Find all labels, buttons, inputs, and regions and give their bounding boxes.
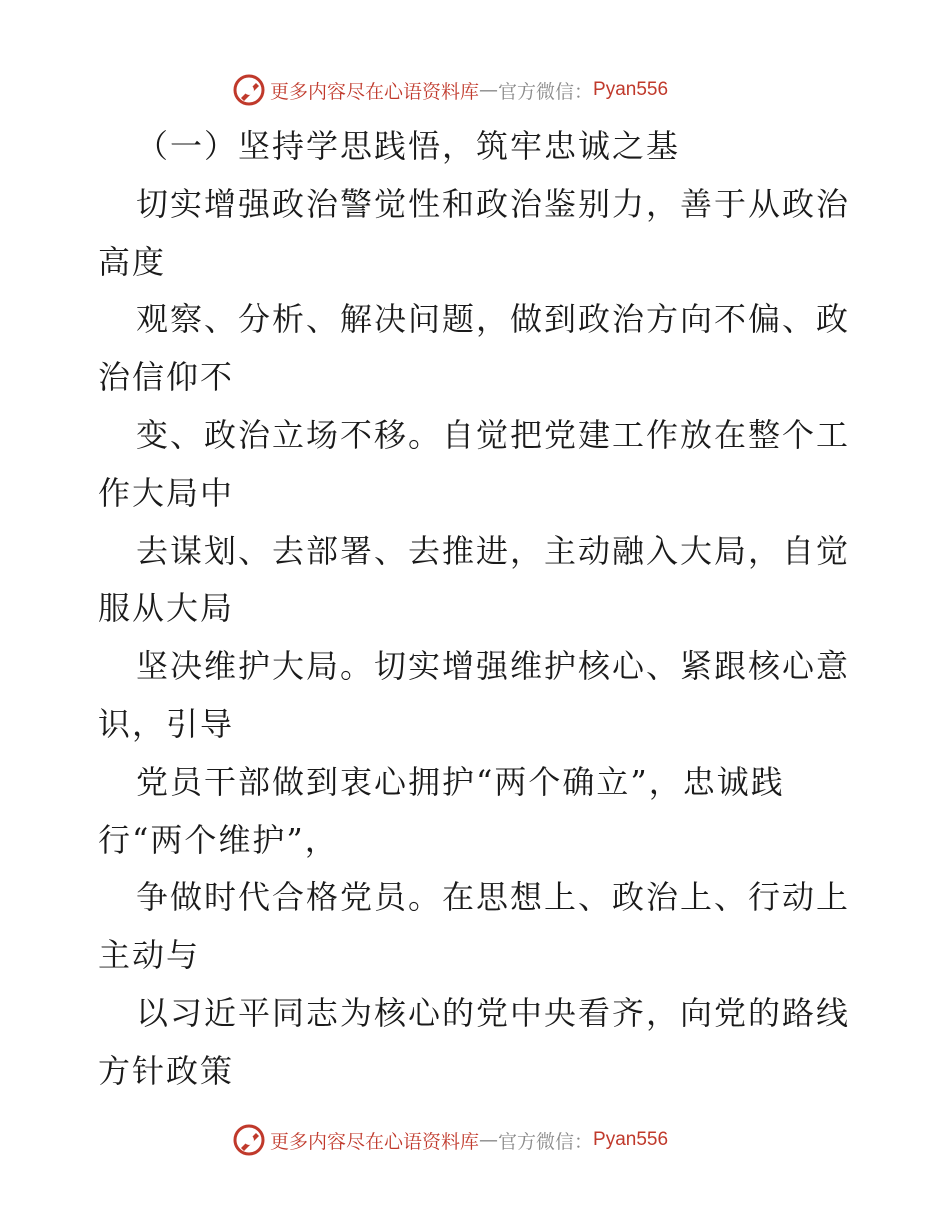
body-line: 变、政治立场不移。自觉把党建工作放在整个工 [136, 415, 851, 454]
banner-slogan: 更多内容尽在心语资料库 [270, 80, 480, 103]
pen-logo-icon [232, 1123, 266, 1157]
body-line: 高度 [98, 242, 167, 281]
wechat-label: 官方微信： [498, 80, 594, 103]
body-line: 治信仰不 [98, 358, 235, 397]
wechat-id: Pyan556 [593, 1129, 669, 1150]
body-line: 争做时代合格党员。在思想上、政治上、行动上 [136, 878, 851, 917]
body-line: 识，引导 [98, 704, 235, 743]
pen-logo-icon [232, 73, 266, 107]
body-line: 去谋划、去部署、去推进，主动融入大局，自觉 [136, 531, 851, 570]
banner-separator: — [479, 79, 499, 101]
header-banner [0, 70, 950, 110]
body-line: 党员干部做到衷心拥护“两个确立”，忠诚践 [136, 762, 785, 801]
section-heading: （一）坚持学思践悟，筑牢忠诚之基 [136, 127, 681, 165]
body-line: 行“两个维护”， [98, 820, 339, 859]
banner-slogan: 更多内容尽在心语资料库 [270, 1130, 480, 1153]
footer-banner [0, 1120, 950, 1160]
body-line: 服从大局 [98, 589, 235, 628]
banner-separator: — [479, 1129, 499, 1151]
body-line: 坚决维护大局。切实增强维护核心、紧跟核心意 [136, 647, 851, 686]
body-line: 观察、分析、解决问题，做到政治方向不偏、政 [136, 300, 851, 339]
body-line: 切实增强政治警觉性和政治鉴别力，善于从政治 [136, 184, 851, 223]
body-line: 方针政策 [98, 1051, 235, 1090]
wechat-label: 官方微信： [498, 1130, 594, 1153]
wechat-id: Pyan556 [593, 79, 669, 100]
document-body [98, 118, 858, 1101]
body-line: 主动与 [98, 936, 201, 975]
body-line: 作大局中 [98, 473, 235, 512]
body-line: 以习近平同志为核心的党中央看齐，向党的路线 [136, 993, 851, 1032]
